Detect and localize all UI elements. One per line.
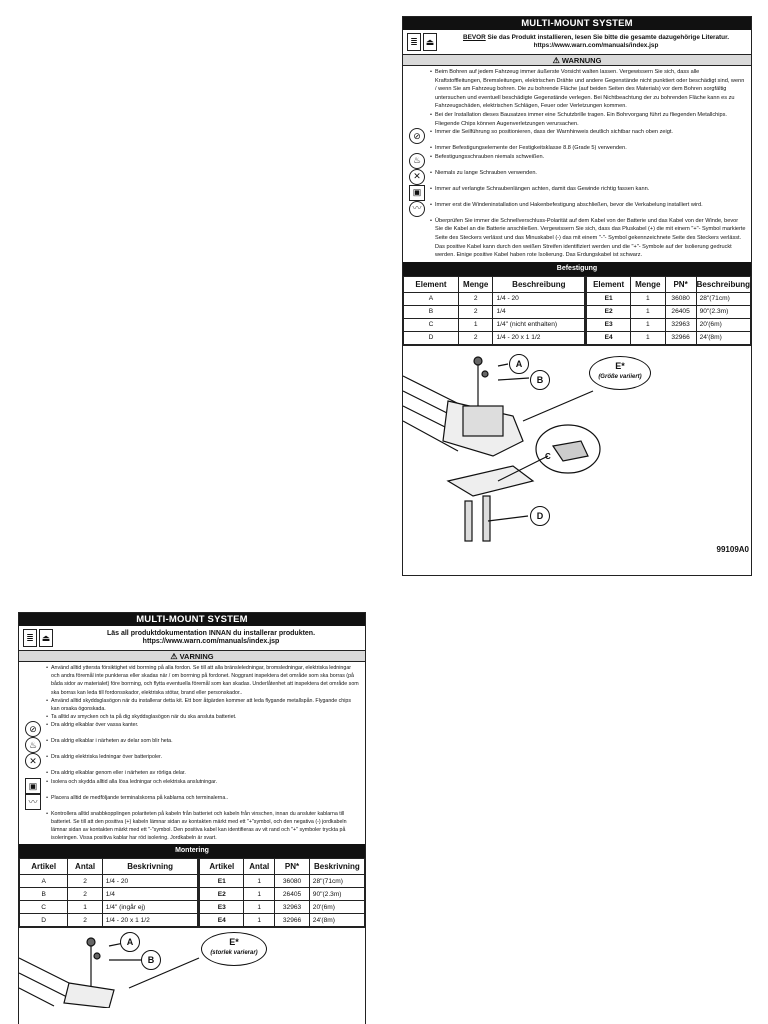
warning-body (19, 662, 365, 844)
warning-header (403, 55, 751, 66)
callout-e (589, 356, 651, 390)
warning-item: • Använd alltid skyddsglasögon när du installerar detta kit. Ett borr åtgärden kommer att leda flygande metallspån. Flygande chips kan orsaka ögonskada. (46, 697, 352, 713)
intro-sentence: Läs all produktdokumentation INNAN du installerar produkten. (106, 629, 316, 637)
insulation-icon: ▣ (25, 778, 41, 794)
table-header-row: Element Menge Beschreibung Element Menge PN* Beschreibung (404, 276, 751, 292)
manual-sheet-swedish (18, 612, 366, 1024)
hot-surface-icon: ♨ (25, 737, 41, 753)
warning-item: • Dra aldrig elkablar genom eller i närheten av rörliga delar. (46, 770, 186, 777)
table-row: B 2 1/4 E2 1 26405 90"(2.3m) (20, 888, 365, 901)
table-row: C 1 1/4" (ingår ej) E3 1 32963 20'(6m) (20, 901, 365, 914)
installation-figure (403, 345, 751, 555)
warning-item: ♨ • Dra aldrig elkablar i närheten av delar som blir heta. (23, 737, 361, 753)
warning-item: ✕ • Niemals zu lange Schrauben verwenden. (407, 169, 747, 185)
parts-table (19, 858, 365, 927)
warning-item: • Beim Bohren auf jedem Fahrzeug immer äußerste Vorsicht walten lassen. Vergewissern Sie sich, dass alle Kraftstoffleitungen, Bremsleitungen, elektrischen Drähte und andere Gegenstände nicht punktiert oder beschädigt sind, wenn / wenn Sie am Fahrzeug bohren. Die zu bohrende Fläche (auf beiden Seiten des Materials) vor dem Bohren sorgfältig untersuchen und eventuell beschädigte Gegenstände verlegen. Bei Nichtbeachtung der zu bohrenden Fläche kann es zu Fahrzeugschäden, elektrischen Schlägen, Feuer oder Verletzungen kommen. (430, 69, 745, 110)
table-row: A 2 1/4 - 20 E1 1 36080 28"(71cm) (404, 292, 751, 305)
intro-sentence: Sie das Produkt installieren, lesen Sie bitte die gesamte dazugehörige Literatur. (485, 33, 729, 41)
table-row: B 2 1/4 E2 1 26405 90"(2.3m) (404, 305, 751, 318)
warning-item: 〰 • Immer erst die Windeninstallation und Hakenbefestigung abschließen, bevor die Verkabelung installiert wird. (407, 201, 747, 217)
mounting-illustration (403, 346, 752, 556)
warning-item: • Använd alltid yttersta försiktighet vid borrning på alla fordon. Se till att alla bränsleledningar, bromsledningar, elektriska ledningar och andra föremål inte punkteras eller skadas när / om borrning på fordonet. Noggrant inspektera det område som ska borras (på båda sidor av materialet) före borrning, och flytta eventuella föremål som kan skadas. Underlåtenhet att inspektera det område som ska borras kan leda till fordonsskador, elektriska stötar, brand eller personskador.. (46, 665, 359, 696)
intro-row (403, 30, 751, 55)
operator-icon: ⏏ (423, 33, 437, 51)
cable-icon: 〰 (409, 201, 425, 217)
sheet-title: MULTI-MOUNT SYSTEM (403, 17, 751, 30)
intro-row (19, 626, 365, 651)
callout-a: A (120, 932, 140, 952)
table-row: D 2 1/4 - 20 x 1 1/2 E4 1 32966 24'(8m) (404, 331, 751, 344)
manual-sheet-german (402, 16, 752, 576)
callout-e-label: E* (615, 360, 625, 371)
parts-table-title: Montering (19, 844, 365, 858)
warning-item: 〰 • Placera alltid de medföljande terminalskorna på kablarna och terminalerna.. (23, 794, 361, 810)
manual-url: https://www.warn.com/manuals/index.jsp (142, 638, 280, 645)
table-header-row: Artikel Antal Beskrivning Artikel Antal PN* Beskrivning (20, 859, 365, 875)
table-row: A 2 1/4 - 20 E1 1 36080 28"(71cm) (20, 875, 365, 888)
parts-table (403, 276, 751, 345)
warning-header (19, 651, 365, 662)
battery-icon: ▣ (409, 185, 425, 201)
callout-d: D (530, 506, 550, 526)
parts-table-title: Befestigung (403, 262, 751, 276)
warning-item: • Überprüfen Sie immer die Schnellverschluss-Polarität auf dem Kabel von der Batterie und das Kabel von der Winde, bevor Sie die Kabel an die Batterie anschließen. Vergewissern Sie sich, dass das Pluskabel (+) die mit einem "+"- Symbol markierte Seite des Steckers verlässt und das Minuskabel (-) das mit einem "-"- Symbol gekennzeichnete Seite des Steckers verlässt. Das positive Kabel kann durch den weißen Streifen identifiziert werden und die "+"- Symbole auf der Isolierung gedruckt werden. Einige positive Kabel haben rote Isolierung. Das Erdungskabel ist schwarz. (430, 217, 746, 259)
table-row: C 1 1/4" (nicht enthalten) E3 1 32963 20'(6m) (404, 318, 751, 331)
callout-c: C (545, 451, 551, 461)
operator-icon: ⏏ (39, 629, 53, 647)
callout-e-note: (Größe variiert) (598, 373, 642, 380)
warning-title: VARNING (179, 652, 214, 661)
warning-item: • Ta alltid av smycken och ta på dig skyddsglasögon när du ska ansluta batteriet. (46, 714, 237, 721)
callout-e-label: E* (229, 937, 239, 948)
read-manual-icon: ≣ (407, 33, 421, 51)
sheet-title: MULTI-MOUNT SYSTEM (19, 613, 365, 626)
warning-item: • Bei der Installation dieses Bausatzes immer eine Schutzbrille tragen. Ein Bohrvorgang führt zu fliegenden Metallchips. Fliegende Chips können Augenverletzungen verursachen. (430, 111, 727, 127)
intro-text (57, 628, 365, 649)
callout-a: A (509, 354, 529, 374)
sharp-edge-icon: ⊘ (25, 721, 41, 737)
manual-url: https://www.warn.com/manuals/index.jsp (533, 42, 659, 49)
drill-prohibited-icon: ⊘ (409, 128, 425, 144)
battery-terminal-icon: ✕ (25, 753, 41, 769)
warning-item: ▣ • Isolera och skydda alltid alla lösa ledningar och elektriska anslutningar. (23, 778, 361, 794)
warning-item: • Immer Befestigungselemente der Festigkeitsklasse 8.8 (Grade 5) verwenden. (430, 145, 627, 152)
callout-b: B (141, 950, 161, 970)
intro-text (441, 32, 751, 53)
intro-emphasis: BEVOR (462, 33, 486, 41)
warning-item: ⊘ • Dra aldrig elkablar över vassa kanter. (23, 721, 361, 737)
callout-b: B (530, 370, 550, 390)
table-row: D 2 1/4 - 20 x 1 1/2 E4 1 32966 24'(8m) (20, 914, 365, 927)
installation-figure (19, 927, 365, 1007)
no-weld-icon: ✕ (409, 169, 425, 185)
warning-item: ⊘ • Immer die Seilführung so positionieren, dass der Warnhinweis deutlich sichtbar nach oben zeigt. (407, 128, 747, 144)
mounting-illustration (19, 928, 366, 1008)
callout-e-note: (storlek varierar) (210, 950, 258, 957)
warning-body (403, 66, 751, 262)
warning-triangle-icon: ⚠ (170, 652, 178, 661)
hot-surface-icon: ♨ (409, 153, 425, 169)
document-number: 99109A0 (716, 544, 749, 554)
warning-title: WARNUNG (561, 56, 602, 65)
terminal-boot-icon: 〰 (25, 794, 41, 810)
warning-triangle-icon: ⚠ (552, 56, 560, 65)
read-manual-icon: ≣ (23, 629, 37, 647)
warning-item: ✕ • Dra aldrig elektriska ledningar över batteripoler. (23, 753, 361, 769)
warning-item: ▣ • Immer auf verlangte Schraubenlängen achten, damit das Gewinde richtig fassen kann. (407, 185, 747, 201)
warning-item: ♨ • Befestigungsschrauben niemals schweißen. (407, 153, 747, 169)
warning-item: • Kontrollera alltid snabbkopplingen polariteten på kabeln från batteriet och kabeln från vinschen, innan du ansluter kablarna till batteriet. Se till att den positiva (+) kabeln lämnar sidan av kontakten märkt med ett "+"symbol, och den negativa (-) jordkabeln lämnar sidan av kontakten märkt med ett "-"symbol. Den positiva kabel kan identifieras av vit rand och "+" symboler tryckta på isoleringen. Vissa positiva kablar har röd isolering. Jordkabeln är svart. (46, 810, 347, 842)
